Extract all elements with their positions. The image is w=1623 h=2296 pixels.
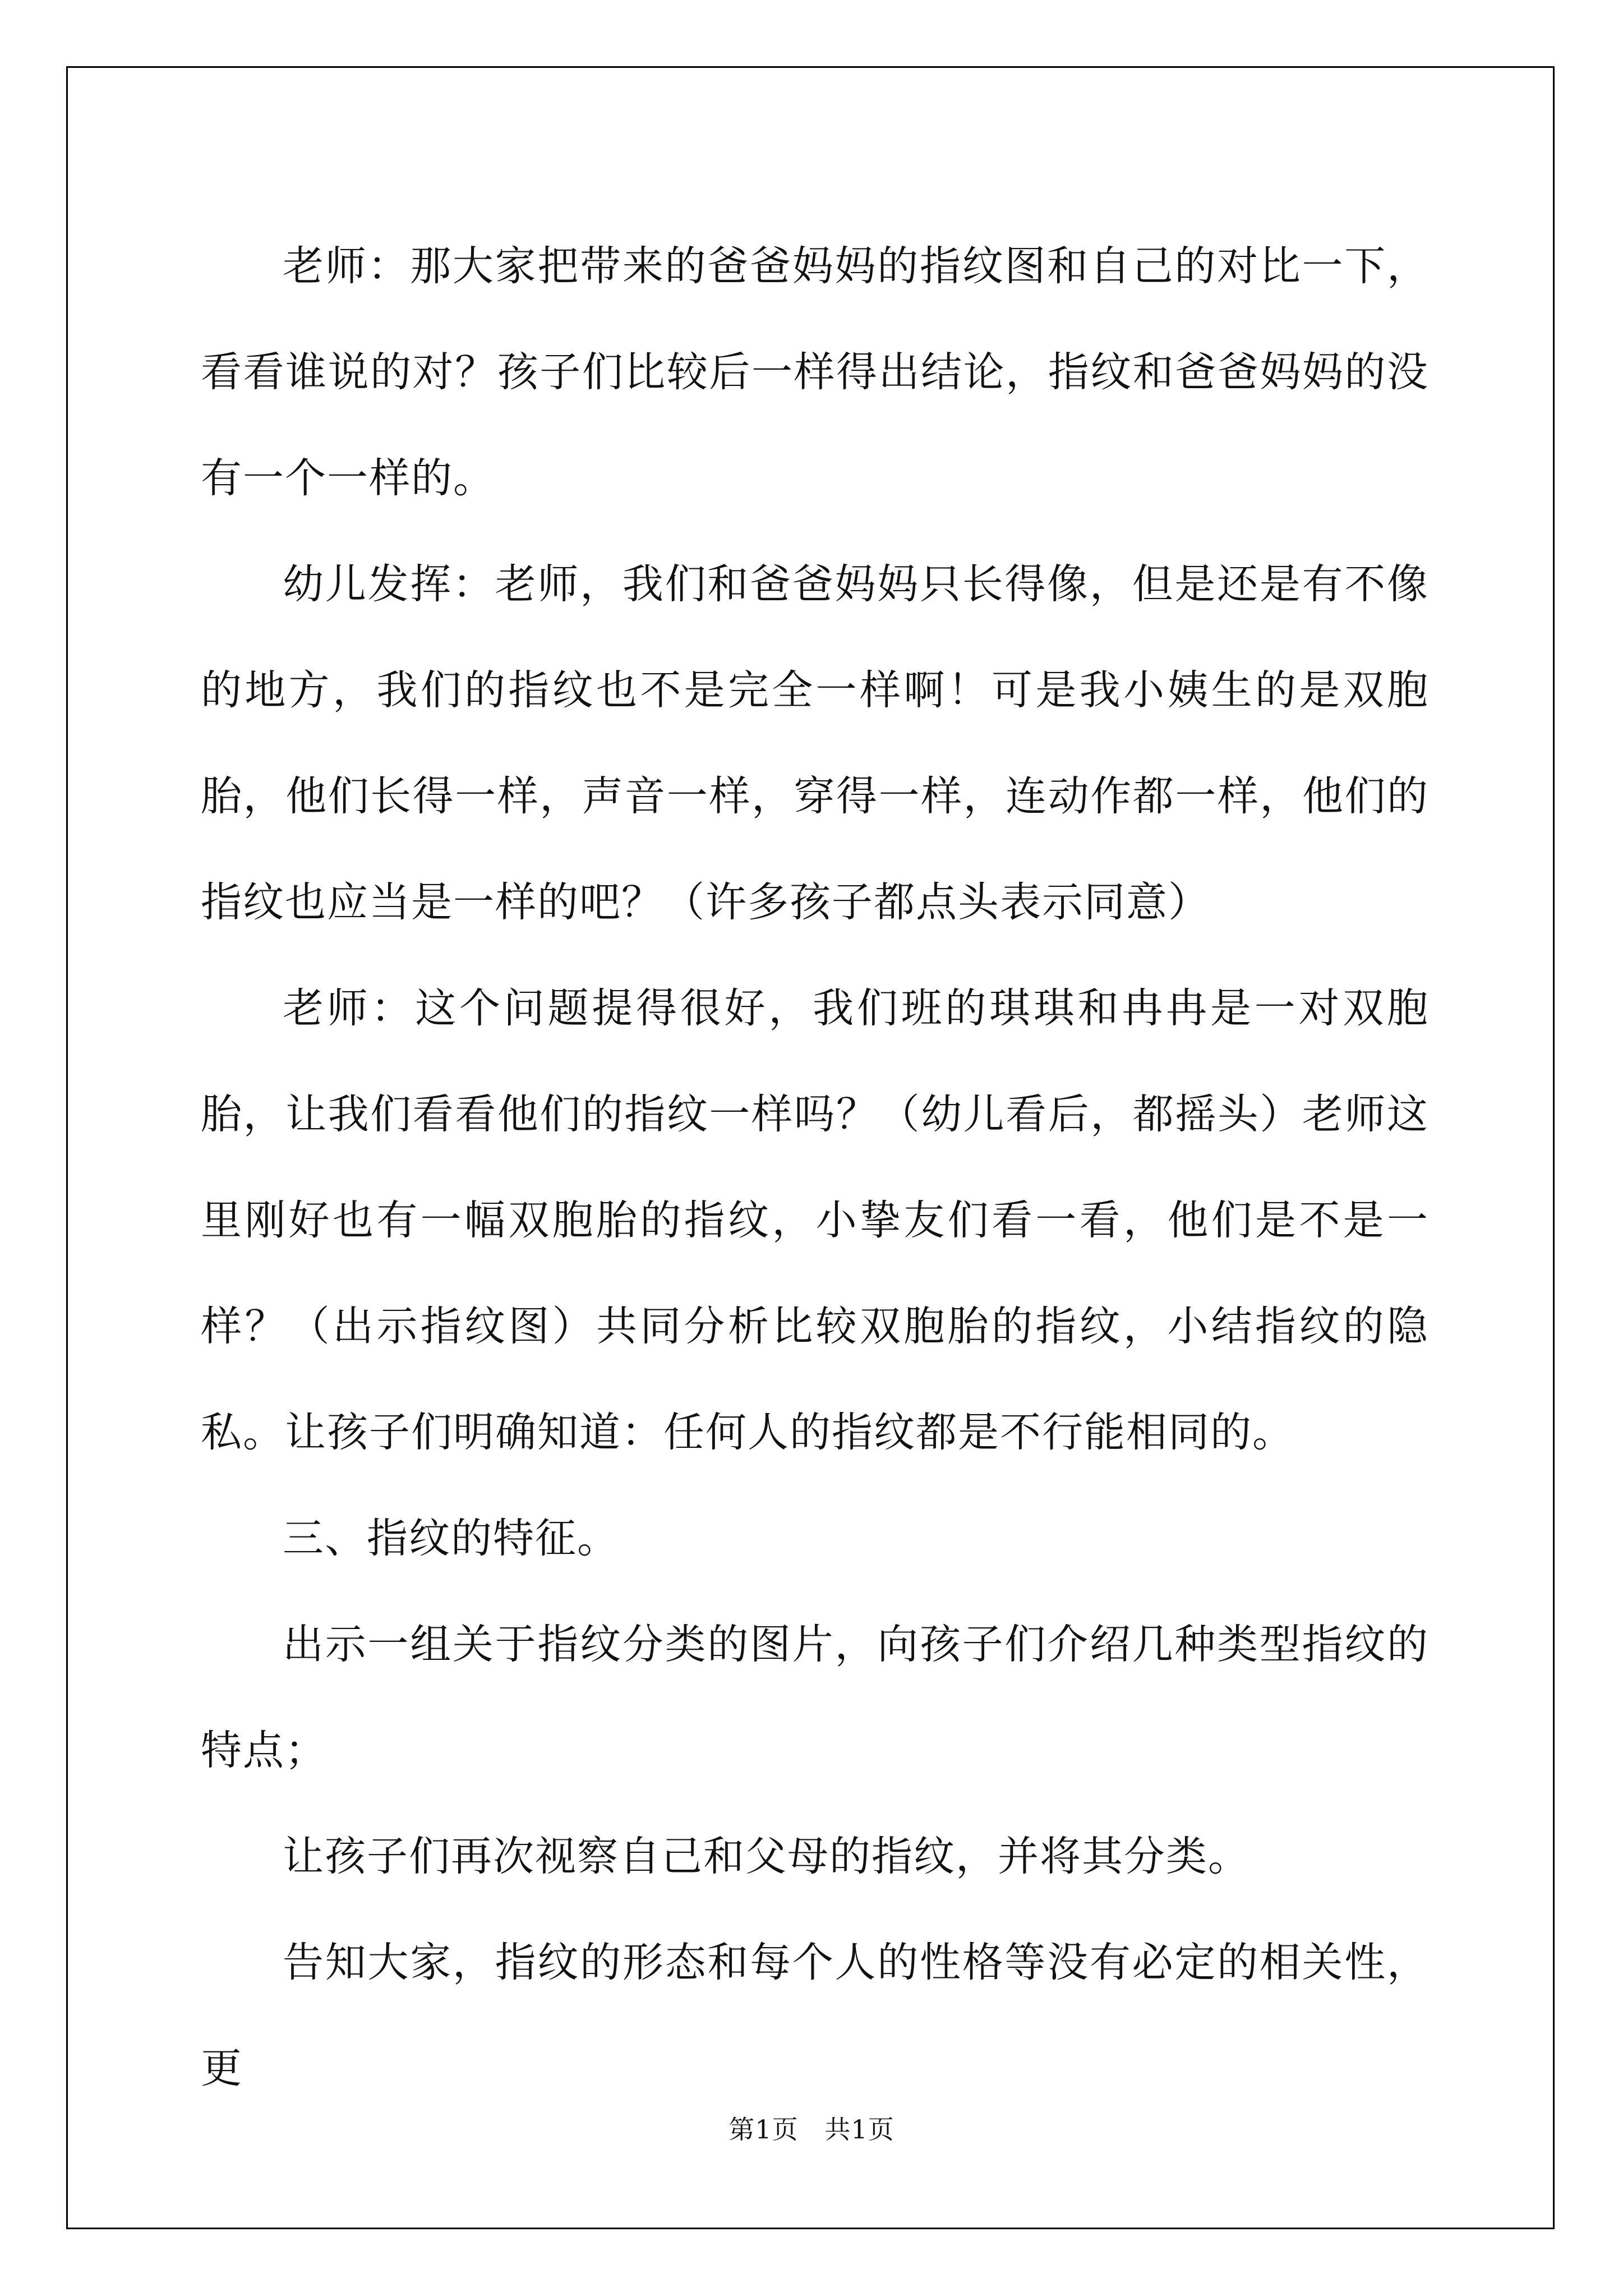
paragraph-show-pictures: 出示一组关于指纹分类的图片，向孩子们介绍几种类型指纹的特点； bbox=[201, 1621, 1429, 1774]
paragraph-child-question: 幼儿发挥：老师，我们和爸爸妈妈只长得像，但是还是有不像的地方，我们的指纹也不是完全一样啊！可是我小姨生的是双胞胎，他们长得一样，声音一样，穿得一样，连动作都一样，他们的指纹也应当是一样的吧？（许多孩子都点头表示同意） bbox=[201, 560, 1429, 926]
paragraph-teacher-twins: 老师：这个问题提得很好，我们班的琪琪和冉冉是一对双胞胎，让我们看看他们的指纹一样吗？（幼儿看后，都摇头）老师这里刚好也有一幅双胞胎的指纹，小挚友们看一看，他们是不是一样？（出示指纹图）共同分析比较双胞胎的指纹，小结指纹的隐私。让孩子们明确知道：任何人的指纹都是不行能相同的。 bbox=[201, 984, 1429, 1456]
section-heading-fingerprint-features: 三、指纹的特征。 bbox=[283, 1515, 619, 1562]
paragraph-tell-everyone: 告知大家，指纹的形态和每个人的性格等没有必定的相关性，更 bbox=[201, 1939, 1429, 2092]
paragraph-observe-classify: 让孩子们再次视察自己和父母的指纹，并将其分类。 bbox=[283, 1833, 1250, 1880]
paragraph-teacher-compare: 老师：那大家把带来的爸爸妈妈的指纹图和自己的对比一下，看看谁说的对？孩子们比较后一样得出结论，指纹和爸爸妈妈的没有一个一样的。 bbox=[201, 242, 1429, 502]
page-number-footer: 第1页 共1页 bbox=[728, 2114, 895, 2145]
document-body bbox=[201, 213, 1429, 2122]
